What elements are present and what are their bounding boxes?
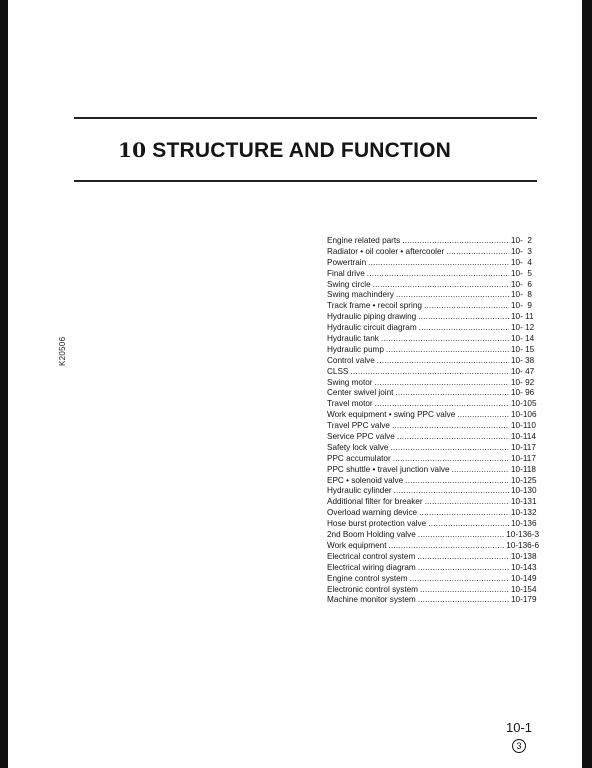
toc-entry-page: 10-136-3 xyxy=(506,530,539,540)
toc-entry-page: 10-110 xyxy=(511,421,536,431)
toc-entry xyxy=(327,585,539,596)
toc-entry-page: 10-136-6 xyxy=(506,540,539,550)
toc-entry-label: Hydraulic pump xyxy=(327,344,384,354)
toc-entry xyxy=(327,454,539,465)
toc-entry xyxy=(327,236,539,247)
toc-dot-leader xyxy=(424,301,509,312)
toc-entry-page: 10-154 xyxy=(511,584,537,594)
toc-entry-label: Engine control system xyxy=(327,573,408,583)
toc-dot-leader xyxy=(367,269,509,280)
toc-entry xyxy=(327,508,539,519)
toc-dot-leader xyxy=(368,258,509,269)
page-number: 10-1 xyxy=(506,720,533,735)
toc-entry-label: CLSS xyxy=(327,366,349,376)
toc-entry-label: Electrical wiring diagram xyxy=(327,562,416,572)
toc-entry xyxy=(327,345,539,356)
toc-entry-page: 10- 5 xyxy=(511,268,532,278)
toc-dot-leader xyxy=(428,519,509,530)
toc-entry-page: 10- 38 xyxy=(511,355,535,365)
toc-entry xyxy=(327,552,539,563)
toc-entry xyxy=(327,334,539,345)
toc-entry-label: Machine monitor system xyxy=(327,595,416,605)
toc-entry xyxy=(327,269,539,280)
toc-dot-leader xyxy=(393,454,509,465)
toc-dot-leader xyxy=(397,432,509,443)
document-code: K20506 xyxy=(58,336,67,366)
toc-dot-leader xyxy=(375,378,509,389)
toc-entry-label: Service PPC valve xyxy=(327,432,395,442)
toc-dot-leader xyxy=(377,356,509,367)
toc-entry-label: Control valve xyxy=(327,355,375,365)
toc-dot-leader xyxy=(394,486,509,497)
toc-entry-page: 10-143 xyxy=(511,562,537,572)
toc-dot-leader xyxy=(386,345,509,356)
toc-entry xyxy=(327,388,539,399)
toc-entry-label: Swing circle xyxy=(327,279,371,289)
toc-dot-leader xyxy=(396,290,509,301)
toc-entry-page: 10-125 xyxy=(511,475,537,485)
toc-entry-label: Track frame • recoil spring xyxy=(327,301,422,311)
toc-entry-page: 10- 6 xyxy=(511,279,532,289)
toc-entry-label: Swing machindery xyxy=(327,290,394,300)
toc-entry-page: 10- 47 xyxy=(511,366,535,376)
toc-entry xyxy=(327,258,539,269)
toc-dot-leader xyxy=(410,574,509,585)
toc-dot-leader xyxy=(405,476,509,487)
toc-entry xyxy=(327,399,539,410)
toc-entry-page: 10- 14 xyxy=(511,334,535,344)
toc-entry xyxy=(327,443,539,454)
toc-dot-leader xyxy=(420,585,509,596)
toc-entry-page: 10-114 xyxy=(511,432,536,442)
toc-entry-page: 10- 11 xyxy=(511,312,534,322)
toc-dot-leader xyxy=(418,595,509,606)
toc-entry-label: Additional filter for breaker xyxy=(327,497,423,507)
toc-entry-label: Work equipment • swing PPC valve xyxy=(327,410,456,420)
toc-entry-page: 10- 96 xyxy=(511,388,535,398)
toc-entry xyxy=(327,280,539,291)
toc-dot-leader xyxy=(392,421,509,432)
toc-entry-page: 10- 92 xyxy=(511,377,535,387)
chapter-number: 10 xyxy=(118,138,147,162)
toc-dot-leader xyxy=(350,367,509,378)
toc-entry-page: 10-117 xyxy=(511,453,536,463)
toc-entry-label: Safety lock valve xyxy=(327,442,389,452)
toc-entry-label: Travel PPC valve xyxy=(327,421,390,431)
toc-entry xyxy=(327,367,539,378)
toc-entry xyxy=(327,486,539,497)
toc-dot-leader xyxy=(446,247,509,258)
toc-entry xyxy=(327,541,539,552)
toc-dot-leader xyxy=(390,443,509,454)
toc-entry xyxy=(327,432,539,443)
toc-dot-leader xyxy=(381,334,509,345)
toc-entry xyxy=(327,563,539,574)
toc-dot-leader xyxy=(395,388,509,399)
toc-entry-label: Hydraulic tank xyxy=(327,334,379,344)
toc-entry-label: Hydraulic piping drawing xyxy=(327,312,417,322)
toc-entry-label: Powertrain xyxy=(327,257,367,267)
toc-dot-leader xyxy=(375,399,509,410)
toc-entry-page: 10- 15 xyxy=(511,344,535,354)
toc-entry-page: 10- 12 xyxy=(511,323,535,333)
header-bottom-rule xyxy=(74,180,537,182)
toc-entry-label: 2nd Boom Holding valve xyxy=(327,530,416,540)
toc-entry xyxy=(327,247,539,258)
toc-entry-label: Engine related parts xyxy=(327,236,401,245)
toc-entry-label: Radiator • oil cooler • aftercooler xyxy=(327,246,445,256)
toc-entry-label: Work equipment xyxy=(327,540,387,550)
toc-entry xyxy=(327,595,539,606)
toc-entry-label: Travel motor xyxy=(327,399,373,409)
toc-entry-label: Overload warning device xyxy=(327,508,418,518)
toc-entry xyxy=(327,301,539,312)
toc-entry xyxy=(327,476,539,487)
toc-dot-leader xyxy=(373,280,509,291)
toc-entry xyxy=(327,530,539,541)
toc-entry-label: Hydraulic cylinder xyxy=(327,486,392,496)
toc-dot-leader xyxy=(419,508,509,519)
manual-page xyxy=(8,0,582,768)
toc-entry xyxy=(327,574,539,585)
toc-entry-page: 10-179 xyxy=(511,595,537,605)
toc-entry-page: 10-132 xyxy=(511,508,537,518)
toc-dot-leader xyxy=(402,236,509,247)
toc-entry-label: Final drive xyxy=(327,268,365,278)
toc-dot-leader xyxy=(417,552,509,563)
toc-dot-leader xyxy=(419,323,509,334)
toc-entry-page: 10- 8 xyxy=(511,290,532,300)
toc-entry-page: 10-131 xyxy=(511,497,537,507)
toc-dot-leader xyxy=(452,465,509,476)
chapter-title xyxy=(118,138,538,163)
revision-mark: 3 xyxy=(512,739,526,753)
chapter-title-text: STRUCTURE AND FUNCTION xyxy=(152,139,452,162)
toc-entry-label: PPC accumulator xyxy=(327,453,391,463)
toc-entry-page: 10- 4 xyxy=(511,257,532,267)
toc-entry-page: 10-136 xyxy=(511,519,537,529)
toc-entry-label: Hydraulic circuit diagram xyxy=(327,323,417,333)
toc-dot-leader xyxy=(388,541,504,552)
toc-entry-page: 10-105 xyxy=(511,399,537,409)
toc-entry-page: 10-138 xyxy=(511,551,537,561)
toc-entry xyxy=(327,410,539,421)
toc-entry xyxy=(327,421,539,432)
toc-entry-label: EPC • solenoid valve xyxy=(327,475,404,485)
toc-dot-leader xyxy=(418,530,504,541)
toc-entry xyxy=(327,312,539,323)
toc-entry-page: 10-118 xyxy=(511,464,536,474)
toc-dot-leader xyxy=(425,497,509,508)
toc-entry xyxy=(327,519,539,530)
toc-entry-page: 10- 3 xyxy=(511,246,532,256)
toc-entry-page: 10- 2 xyxy=(511,236,532,245)
toc-entry-label: Center swivel joint xyxy=(327,388,394,398)
toc-dot-leader xyxy=(418,312,509,323)
table-of-contents xyxy=(327,236,539,606)
toc-dot-leader xyxy=(457,410,509,421)
toc-entry-page: 10-130 xyxy=(511,486,537,496)
toc-entry xyxy=(327,378,539,389)
toc-entry xyxy=(327,497,539,508)
toc-entry xyxy=(327,290,539,301)
toc-entry-page: 10-117 xyxy=(511,442,536,452)
toc-entry-page: 10- 9 xyxy=(511,301,532,311)
toc-entry xyxy=(327,323,539,334)
toc-entry-page: 10-106 xyxy=(511,410,537,420)
toc-entry-label: Hose burst protection valve xyxy=(327,519,427,529)
toc-entry-label: Electronic control system xyxy=(327,584,419,594)
toc-entry xyxy=(327,356,539,367)
toc-entry-label: PPC shuttle • travel junction valve xyxy=(327,464,450,474)
toc-entry xyxy=(327,465,539,476)
toc-entry-page: 10-149 xyxy=(511,573,537,583)
toc-dot-leader xyxy=(418,563,509,574)
toc-entry-label: Swing motor xyxy=(327,377,373,387)
toc-entry-label: Electrical control system xyxy=(327,551,416,561)
header-top-rule xyxy=(74,117,537,119)
